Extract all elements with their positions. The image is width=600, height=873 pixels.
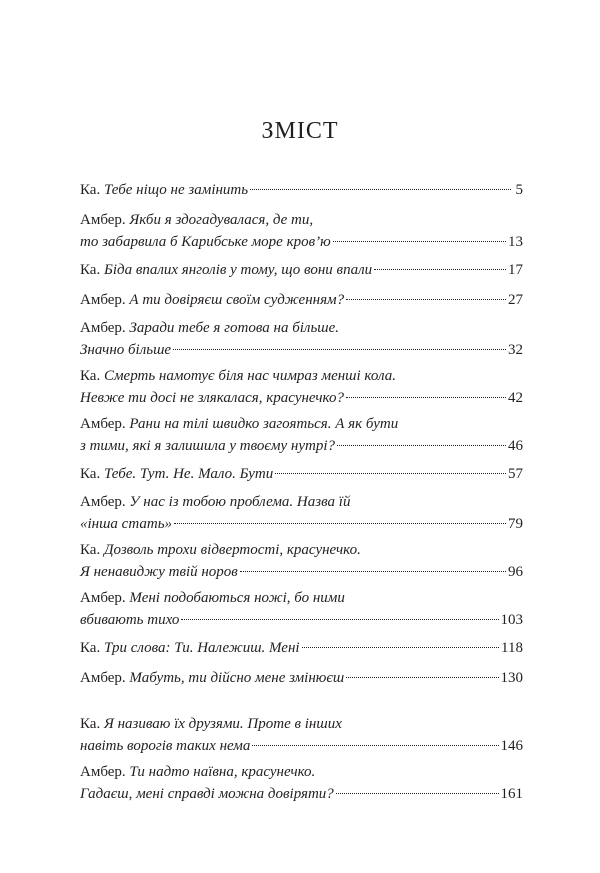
entry-title-continuation: з тими, які я залишила у твоєму нутрі? <box>80 438 335 454</box>
entry-title: У нас із тобою проблема. Назва їй <box>129 494 351 510</box>
toc-entry-line <box>80 734 523 756</box>
entry-title: А ти довіряєш своїм судженням? <box>129 292 345 308</box>
toc-entry[interactable] <box>80 588 523 630</box>
entry-title: Біда впалих янголів у тому, що вони впали <box>103 262 373 278</box>
dot-leader <box>346 662 498 678</box>
dot-leader <box>346 382 506 398</box>
dot-leader <box>250 174 511 190</box>
dot-leader <box>252 730 498 746</box>
entry-speaker: Ка. <box>80 716 101 732</box>
dot-leader <box>346 284 506 300</box>
entry-speaker: Амбер. <box>80 212 126 228</box>
toc-entry[interactable] <box>80 762 523 804</box>
entry-page-number: 27 <box>508 292 523 308</box>
entry-title: Тебе. Тут. Не. Мало. Бути <box>103 466 274 482</box>
toc-entry-line <box>80 512 523 534</box>
toc-entry[interactable] <box>80 288 523 310</box>
entry-speaker: Ка. <box>80 542 101 558</box>
entry-page-number: 146 <box>500 738 523 754</box>
toc-entry-line <box>80 782 523 804</box>
entry-page-number: 46 <box>508 438 523 454</box>
entry-title: Три слова: Ти. Належиш. Мені <box>103 640 300 656</box>
dot-leader <box>174 508 506 524</box>
page-title: ЗМІСТ <box>261 118 339 144</box>
toc-entry-line <box>80 386 523 408</box>
toc-entry[interactable] <box>80 492 523 534</box>
entry-title-continuation: навіть ворогів таких нема <box>80 738 251 754</box>
toc-entry-line <box>80 636 523 658</box>
entry-title: Тебе ніщо не замінить <box>103 182 249 198</box>
entry-title-continuation: Значно більше <box>80 342 172 358</box>
dot-leader <box>336 778 499 794</box>
entry-page-number: 32 <box>508 342 523 358</box>
toc-entry[interactable] <box>80 210 523 252</box>
entry-page-number: 130 <box>500 670 523 686</box>
entry-speaker: Ка. <box>80 368 101 384</box>
toc-entry[interactable] <box>80 318 523 360</box>
dot-leader <box>181 604 498 620</box>
entry-speaker: Ка. <box>80 182 101 198</box>
toc-entry[interactable] <box>80 666 523 688</box>
toc-entry-line <box>80 560 523 582</box>
toc-entry-line <box>80 178 523 200</box>
dot-leader <box>333 226 506 242</box>
toc-entry[interactable] <box>80 714 523 756</box>
entry-speaker: Ка. <box>80 262 101 278</box>
entry-page-number: 42 <box>508 390 523 406</box>
toc-entry-line <box>80 434 523 456</box>
entry-title: Мабуть, ти дійсно мене змінюєш <box>129 670 345 686</box>
dot-leader <box>240 556 506 572</box>
entry-page-number: 17 <box>508 262 523 278</box>
entry-page-number: 161 <box>500 786 523 802</box>
toc-entry-line <box>80 338 523 360</box>
entry-title: Рани на тілі швидко загояться. А як бути <box>129 416 399 432</box>
toc-entry[interactable] <box>80 540 523 582</box>
entry-title-continuation: Невже ти досі не злякалася, красунечко? <box>80 390 344 406</box>
entry-title-continuation: «інша стать» <box>80 516 173 532</box>
entry-page-number: 118 <box>501 640 523 656</box>
entry-page-number: 13 <box>508 234 523 250</box>
toc-entry[interactable] <box>80 258 523 280</box>
entry-title: Мені подобаються ножі, бо ними <box>129 590 345 606</box>
toc-entry[interactable] <box>80 366 523 408</box>
toc-entry[interactable] <box>80 414 523 456</box>
toc-entry[interactable] <box>80 462 523 484</box>
toc-entry-line <box>80 462 523 484</box>
entry-speaker: Амбер. <box>80 590 126 606</box>
entry-speaker: Амбер. <box>80 670 126 686</box>
entry-title: Дозволь трохи відвертості, красунечко. <box>103 542 361 558</box>
toc-entry-line <box>80 608 523 630</box>
dot-leader <box>275 458 506 474</box>
entry-title: Заради тебе я готова на більше. <box>129 320 339 336</box>
entry-speaker: Амбер. <box>80 764 126 780</box>
toc-entry-line <box>80 258 523 280</box>
entry-title-continuation: вбивають тихо <box>80 612 180 628</box>
toc-entry-line <box>80 230 523 252</box>
entry-speaker: Ка. <box>80 640 101 656</box>
entry-title-continuation: Гадаєш, мені справді можна довіряти? <box>80 786 334 802</box>
toc-entry-line <box>80 288 523 310</box>
dot-leader <box>173 334 506 350</box>
entry-page-number: 57 <box>508 466 523 482</box>
entry-speaker: Амбер. <box>80 416 126 432</box>
toc-entry[interactable] <box>80 178 523 200</box>
entry-page-number: 103 <box>500 612 523 628</box>
entry-title-continuation: то забарвила б Карибське море кров’ю <box>80 234 331 250</box>
dot-leader <box>337 430 506 446</box>
entry-page-number: 5 <box>515 182 523 198</box>
entry-title: Смерть намотує біля нас чимраз менші кола. <box>103 368 396 384</box>
toc-entry-line <box>80 666 523 688</box>
entry-title: Якби я здогадувалася, де ти, <box>129 212 314 228</box>
dot-leader <box>302 632 499 648</box>
entry-speaker: Амбер. <box>80 292 126 308</box>
entry-speaker: Ка. <box>80 466 101 482</box>
entry-page-number: 96 <box>508 564 523 580</box>
entry-speaker: Амбер. <box>80 320 126 336</box>
entry-page-number: 79 <box>508 516 523 532</box>
dot-leader <box>374 254 506 270</box>
entry-title: Я називаю їх друзями. Проте в інших <box>103 716 342 732</box>
entry-title: Ти надто наївна, красунечко. <box>129 764 316 780</box>
entry-speaker: Амбер. <box>80 494 126 510</box>
toc-entry[interactable] <box>80 636 523 658</box>
entry-title-continuation: Я ненавиджу твій норов <box>80 564 238 580</box>
